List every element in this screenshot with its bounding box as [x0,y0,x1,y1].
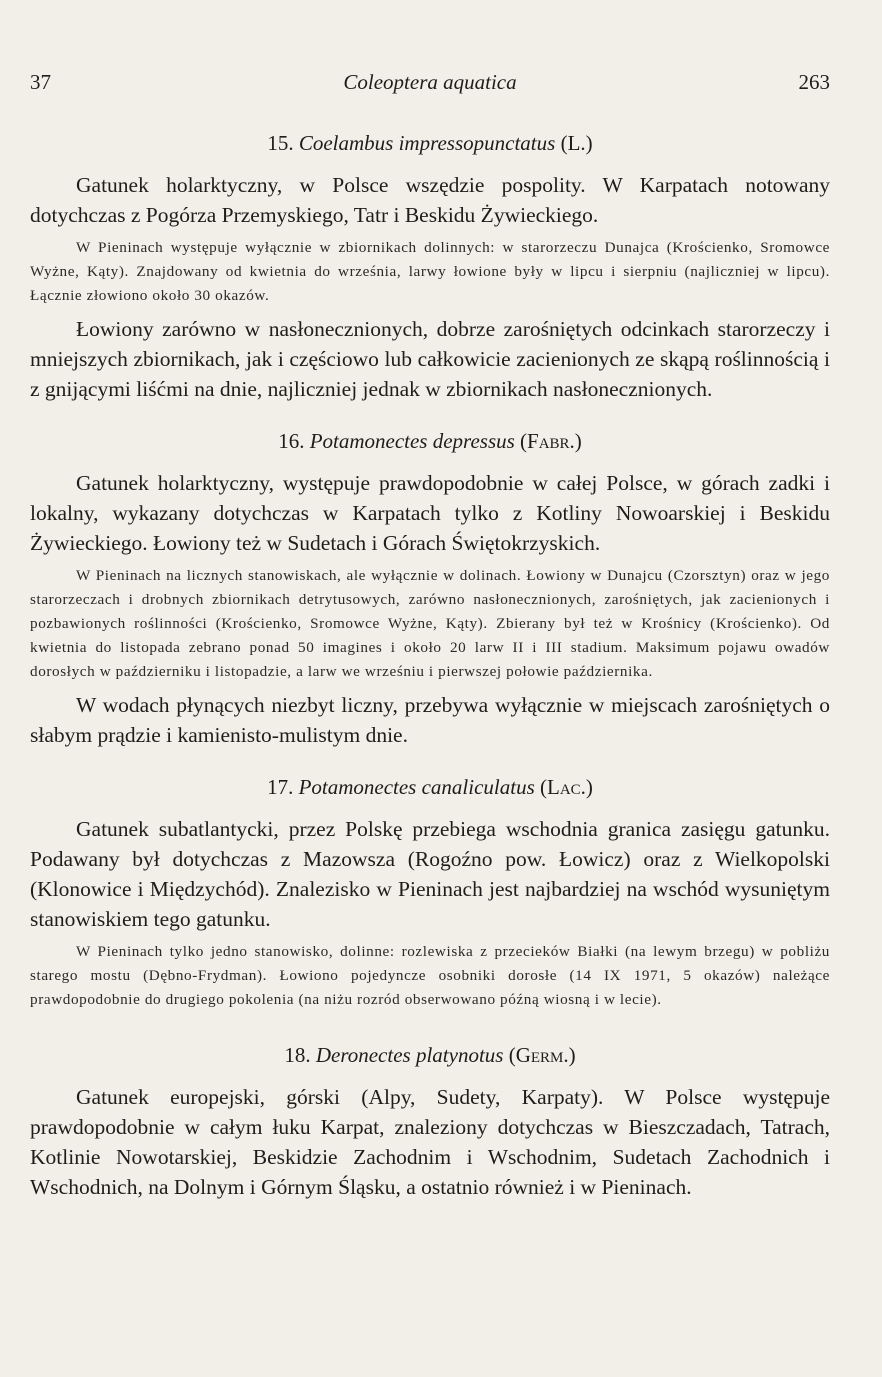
species-name: Coelambus impressopunctatus [298,131,556,155]
page-number-left: 37 [30,70,51,94]
paragraph-habitat: Łowiony zarówno w nasłonecznionych, dobrze zarośniętych odcinkach starorzeczy i mniejszych zbiornikach, jak i częściowo lub całkowicie zacienionych ze skąpą roślinnością i z gnijącymi liśćmi na dnie, najliczniej jednak w zbiornikach nasłonecznionych. [30,317,830,401]
species-author: (Germ.) [508,1043,576,1067]
species-name: Potamonectes depressus [309,429,515,453]
species-name: Deronectes platynotus [315,1043,504,1067]
paragraph-distribution: Gatunek subatlantycki, przez Polskę przebiega wschodnia granica zasięgu gatunku. Podawany był dotychczas z Mazowsza (Rogoźno pow. Łowicz) oraz z Wielkopolski (Klonowice i Międzychód). Znalezisko w Pieninach jest najbardziej na wschód wysuniętym stanowiskiem tego gatunku. [30,817,830,931]
species-heading-15 [30,128,830,158]
species-author: (Lac.) [540,775,593,799]
article-body [30,128,830,1202]
running-head [30,70,830,100]
running-title: Coleoptera aquatica [343,70,517,94]
species-number: 16. [278,429,305,453]
species-author: (Fabr.) [520,429,582,453]
species-number: 15. [267,131,294,155]
paragraph-distribution: Gatunek europejski, górski (Alpy, Sudety, Karpaty). W Polsce występuje prawdopodobnie w całym łuku Karpat, znaleziony dotychczas w Bieszczadach, Tatrach, Kotlinie Nowotarskiej, Beskidzie Zachodnim i Wschodnim, Sudetach Zachodnich i Wschodnich, na Dolnym i Górnym Śląsku, a ostatnio również i w Pieninach. [30,1085,830,1199]
species-number: 18. [284,1043,311,1067]
paragraph-habitat: W wodach płynących niezbyt liczny, przebywa wyłącznie w miejscach zarośniętych o słabym prądzie i kamienisto-mulistym dnie. [30,693,830,747]
species-name: Potamonectes canaliculatus [298,775,535,799]
page-number-right: 263 [798,70,830,94]
paragraph-pieniny-records: W Pieninach występuje wyłącznie w zbiornikach dolinnych: w starorzeczu Dunajca (Krościenko, Sromowce Wyżne, Kąty). Znajdowany od kwietnia do września, larwy łowione były w lipcu i sierpniu (najliczniej w lipcu). Łącznie złowiono około 30 okazów. [30,239,830,304]
paragraph-pieniny-records: W Pieninach tylko jedno stanowisko, dolinne: rozlewiska z przecieków Białki (na lewym brzegu) w pobliżu starego mostu (Dębno-Frydman). Łowiono pojedyncze osobniki dorosłe (14 IX 1971, 5 okazów) należące prawdopodobnie do drugiego pokolenia (na niżu rozród obserwowano późną wiosną i w lecie). [30,943,830,1008]
paragraph-pieniny-records: W Pieninach na licznych stanowiskach, ale wyłącznie w dolinach. Łowiony w Dunajcu (Czorsztyn) oraz w jego starorzeczach i drobnych zbiornikach detrytusowych, zarówno nasłonecznionych, zarośniętych, jak zacienionych i pozbawionych roślinności (Krościenko, Sromowce Wyżne, Kąty). Zbierany był też w Krośnicy (Krościenko). Od kwietnia do listopada zebrano ponad 50 imagines i około 20 larw II i III stadium. Maksimum pojawu owadów dorosłych w październiku i listopadzie, a larw we wrześniu i pierwszej połowie października. [30,567,830,680]
species-heading-17 [30,772,830,802]
species-heading-18 [30,1040,830,1070]
species-author: (L.) [560,131,593,155]
species-heading-16 [30,426,830,456]
species-number: 17. [267,775,294,799]
paragraph-distribution: Gatunek holarktyczny, w Polsce wszędzie pospolity. W Karpatach notowany dotychczas z Pogórza Przemyskiego, Tatr i Beskidu Żywieckiego. [30,173,830,227]
paragraph-distribution: Gatunek holarktyczny, występuje prawdopodobnie w całej Polsce, w górach zadki i lokalny, wykazany dotychczas w Karpatach tylko z Kotliny Nowoarskiej i Beskidu Żywieckiego. Łowiony też w Sudetach i Górach Świętokrzyskich. [30,471,830,555]
